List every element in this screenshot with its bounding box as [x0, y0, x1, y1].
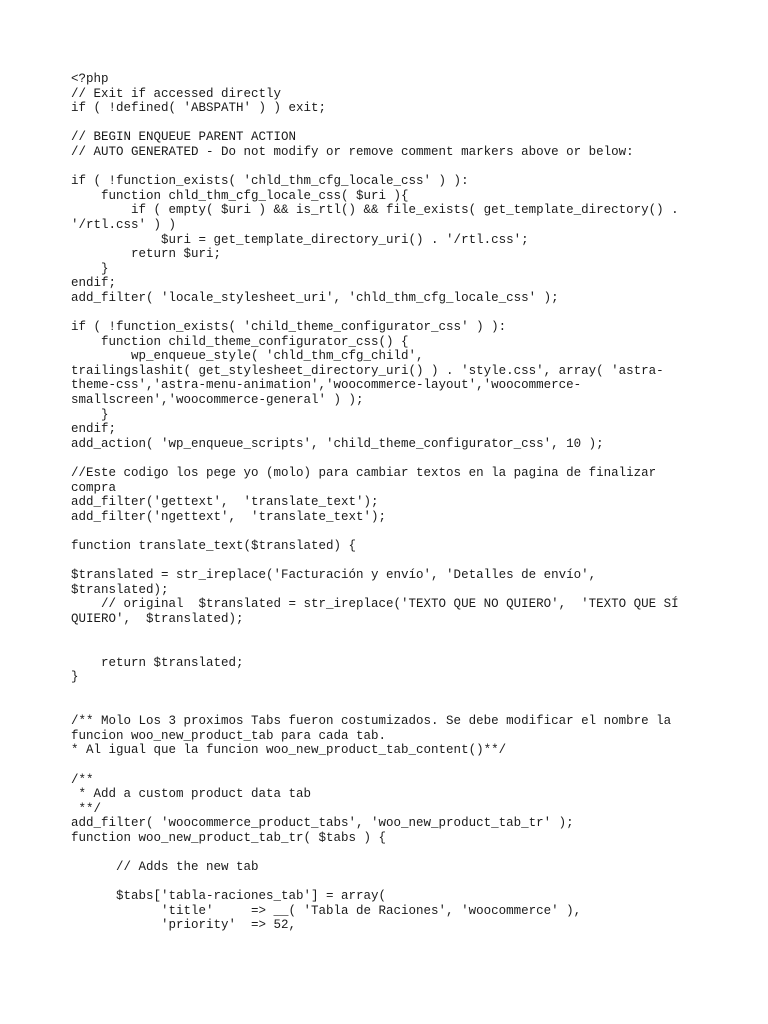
code-line: $translated); [71, 582, 169, 597]
code-line [71, 554, 711, 569]
code-line: add_filter( 'locale_stylesheet_uri', 'chld_thm_cfg_locale_css' ); [71, 290, 559, 305]
code-line: if ( empty( $uri ) && is_rtl() && file_exists( get_template_directory() . [71, 203, 679, 218]
code-line [71, 627, 711, 642]
code-line: add_filter('gettext', 'translate_text'); [71, 495, 379, 510]
code-line: 'title' => __( 'Tabla de Raciones', 'woocommerce' ), [71, 903, 582, 918]
code-line: '/rtl.css' ) ) [71, 217, 177, 232]
code-line: // original $translated = str_ireplace('TEXTO QUE NO QUIERO', 'TEXTO QUE SÍ [71, 597, 679, 612]
code-line: smallscreen','woocommerce-general' ) ); [71, 393, 364, 408]
code-line: } [71, 261, 109, 276]
code-line: function woo_new_product_tab_tr( $tabs ) { [71, 830, 387, 845]
code-line: return $uri; [71, 247, 222, 262]
code-line: if ( !defined( 'ABSPATH' ) ) exit; [71, 101, 327, 116]
code-line: <?php [71, 72, 109, 86]
code-line: wp_enqueue_style( 'chld_thm_cfg_child', [71, 349, 424, 364]
code-line: /** Molo Los 3 proximos Tabs fueron costumizados. Se debe modificar el nombre la [71, 714, 672, 729]
code-line: } [71, 407, 109, 422]
code-line [71, 160, 711, 175]
code-line [71, 306, 711, 321]
code-line: * Add a custom product data tab [71, 787, 312, 802]
code-line: function translate_text($translated) { [71, 539, 357, 553]
code-line: //Este codigo los pege yo (molo) para cambiar textos en la pagina de finalizar [71, 466, 657, 481]
code-line: compra [71, 480, 117, 495]
code-line: trailingslashit( get_stylesheet_directory_uri() ) . 'style.css', array( 'astra- [71, 363, 664, 378]
code-line: // Exit if accessed directly [71, 86, 282, 101]
code-line [71, 451, 711, 466]
code-line [71, 524, 711, 539]
code-line: 'priority' => 52, [71, 918, 297, 933]
code-listing [71, 72, 711, 933]
code-line [71, 758, 711, 773]
code-line: theme-css','astra-menu-animation','woocommerce-layout','woocommerce- [71, 378, 582, 393]
code-line: function child_theme_configurator_css() { [71, 334, 409, 349]
code-line [71, 685, 711, 700]
code-line [71, 641, 711, 656]
code-line: endif; [71, 276, 117, 291]
code-line: add_filter('ngettext', 'translate_text'); [71, 509, 387, 524]
code-line: add_action( 'wp_enqueue_scripts', 'child_theme_configurator_css', 10 ); [71, 436, 604, 451]
code-line: // AUTO GENERATED - Do not modify or remove comment markers above or below: [71, 144, 634, 159]
code-line [71, 875, 711, 890]
code-line: QUIERO', $translated); [71, 611, 244, 626]
code-line [71, 700, 711, 715]
code-line: $translated = str_ireplace('Facturación y envío', 'Detalles de envío', [71, 568, 597, 583]
code-line: $uri = get_template_directory_uri() . '/rtl.css'; [71, 232, 529, 247]
code-line: **/ [71, 801, 102, 816]
code-line: } [71, 670, 79, 685]
code-line: // Adds the new tab [71, 860, 259, 875]
code-line [71, 116, 711, 131]
code-line: * Al igual que la funcion woo_new_product_tab_content()**/ [71, 743, 507, 758]
code-line: endif; [71, 422, 117, 437]
code-line: // BEGIN ENQUEUE PARENT ACTION [71, 130, 297, 145]
code-line: funcion woo_new_product_tab para cada tab. [71, 728, 387, 743]
code-line: add_filter( 'woocommerce_product_tabs', 'woo_new_product_tab_tr' ); [71, 816, 574, 831]
code-line: $tabs['tabla-raciones_tab'] = array( [71, 889, 387, 904]
code-line: return $translated; [71, 655, 244, 670]
code-line [71, 845, 711, 860]
code-line: function chld_thm_cfg_locale_css( $uri ){ [71, 188, 409, 203]
code-line: /** [71, 772, 94, 787]
code-line: if ( !function_exists( 'child_theme_configurator_css' ) ): [71, 320, 507, 335]
code-line: if ( !function_exists( 'chld_thm_cfg_locale_css' ) ): [71, 174, 469, 189]
